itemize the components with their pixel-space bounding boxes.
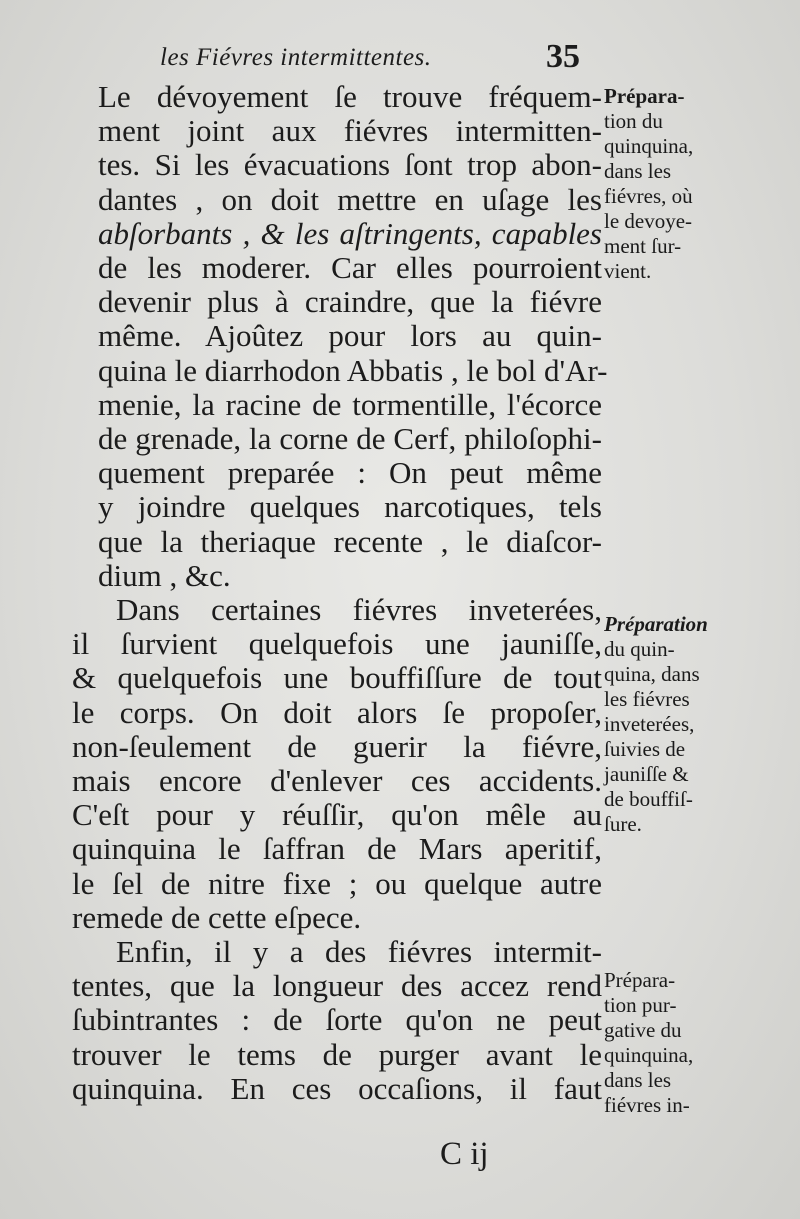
margin-line: dans les [604,159,672,183]
margin-line: ſure. [604,812,642,836]
text-line: le corps. On doit alors ſe propoſer, [72,694,602,730]
margin-line: inveterées, [604,712,695,736]
margin-line: Prépara- [604,84,685,108]
text-line: & quelquefois une bouffiſſure de tout [72,660,602,696]
margin-line: les fiévres [604,687,690,711]
margin-line: tion pur- [604,993,677,1017]
text-line: abſorbants , & les aſtringents, capables [98,215,602,251]
margin-line: ſuivies de [604,737,686,761]
text-line: il ſurvient quelquefois une jauniſſe, [72,626,602,662]
text-line: de les moderer. Car elles pourroient [98,250,602,286]
margin-line: vient. [604,259,652,283]
text-line: dantes , on doit mettre en uſage les [98,181,602,217]
text-line: que la theriaque recente , le diaſcor- [98,523,602,559]
text-line: quement preparée : On peut même [98,455,602,491]
paragraph-2 [72,593,602,935]
margin-line: quinquina, [604,134,694,158]
page-header [150,38,590,84]
margin-line: tion du [604,109,663,133]
signature-mark: C ij [440,1136,489,1172]
text-line: tentes, que la longueur des accez rend [72,968,602,1004]
paragraph-1 [72,79,608,593]
margin-line: le devoye- [604,209,693,233]
margin-line: quina, dans [604,662,700,686]
text-line: quina le diarrhodon Abbatis , le bol d'Ar- [98,352,608,388]
margin-line: fiévres in- [604,1093,690,1117]
margin-line: quinquina, [604,1043,694,1067]
text-line: devenir plus à craindre, que la fiévre [98,284,602,320]
margin-line: dans les [604,1068,672,1092]
paragraph-3 [72,935,602,1106]
margin-line: de bouffiſ- [604,787,693,811]
text-line: C'eſt pour y réuſſir, qu'on mêle au [72,797,602,833]
margin-line: ment ſur- [604,234,682,258]
margin-line: jauniſſe & [604,762,689,786]
text-line: ſubintrantes : de ſorte qu'on ne peut [72,1002,602,1038]
text-line: non-ſeulement de guerir la fiévre, [72,728,602,764]
text-line: y joindre quelques narcotiques, tels [98,489,602,525]
text-line: tes. Si les évacuations ſont trop abon- [98,147,602,183]
text-line: Dans certaines fiévres inveterées, [116,592,602,628]
margin-line: Prépara- [604,968,676,992]
margin-line: fiévres, où [604,184,693,208]
text-line: ment joint aux fiévres intermitten- [98,113,602,149]
text-line: même. Ajoûtez pour lors au quin- [98,318,602,354]
text-line: mais encore d'enlever ces accidents. [72,763,602,799]
margin-note-1 [604,84,790,284]
text-line: Enfin, il y a des fiévres intermit- [116,934,602,970]
text-line: quinquina le ſaffran de Mars aperitif, [72,831,602,867]
text-line: Le dévoyement ſe trouve fréquem- [98,79,602,114]
margin-note-2 [604,612,790,837]
text-line: quinquina. En ces occaſions, il faut [72,1070,602,1106]
page-number: 35 [546,38,580,75]
margin-line: gative du [604,1018,682,1042]
text-line: trouver le tems de purger avant le [72,1036,602,1072]
main-text-column [72,79,608,1106]
text-line: remede de cette eſpece. [72,899,362,935]
running-title: les Fiévres intermittentes. [160,44,432,71]
text-line: le ſel de nitre fixe ; ou quelque autre [72,865,602,901]
text-line: dium , &c. [98,557,231,593]
text-line: de grenade, la corne de Cerf, philoſophi- [98,421,602,457]
margin-line: du quin- [604,637,675,661]
text-line: menie, la racine de tormentille, l'écorce [98,386,602,422]
margin-note-3 [604,968,790,1118]
margin-line: Préparation [604,612,708,636]
